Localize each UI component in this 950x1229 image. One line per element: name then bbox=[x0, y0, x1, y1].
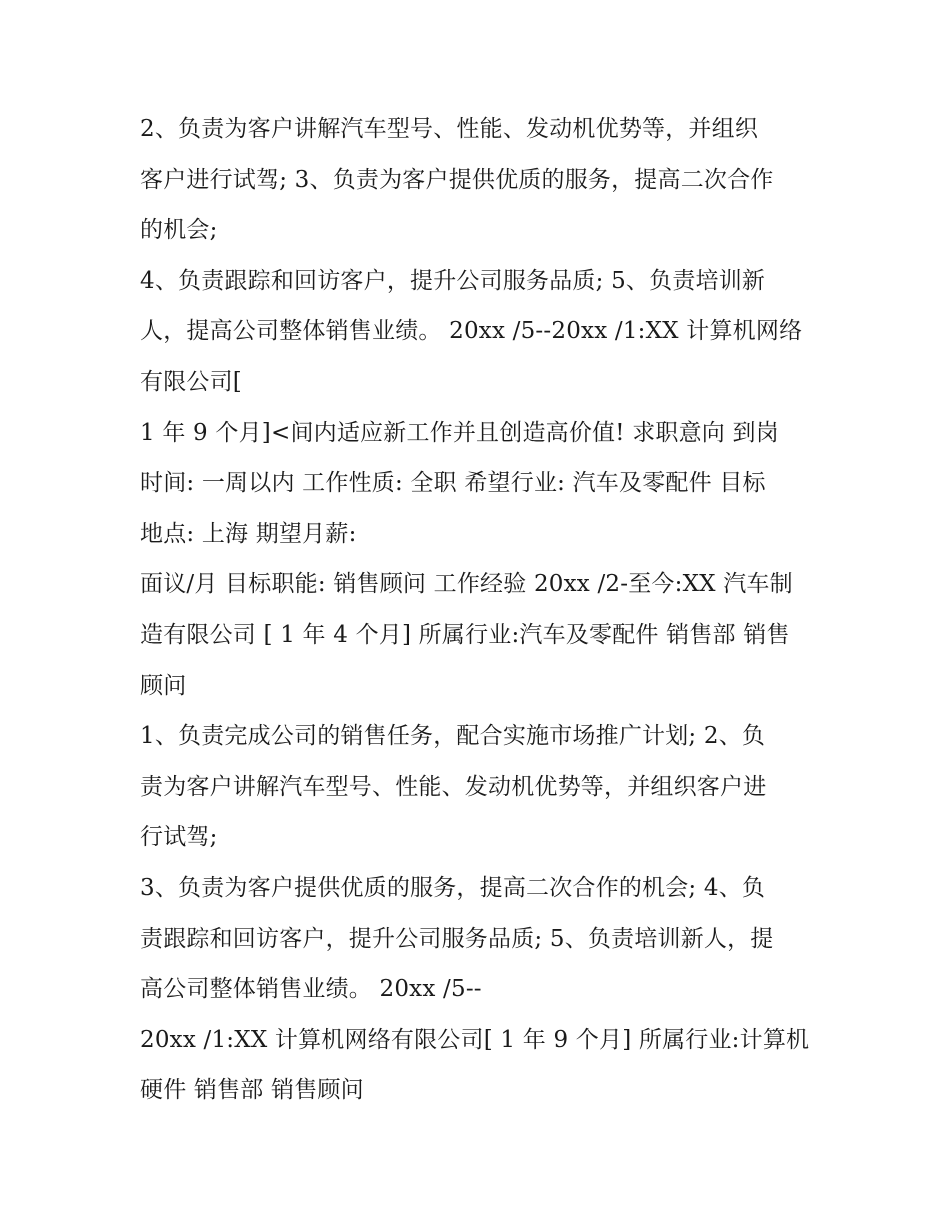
text-line: 人，提高公司整体销售业绩。 20xx /5--20xx /1:XX 计算机网络 bbox=[140, 318, 803, 345]
text-line: 顾问 bbox=[140, 672, 187, 699]
document-body bbox=[140, 104, 820, 1116]
text-line: 行试驾; bbox=[140, 824, 218, 851]
text-line: 时间: 一周以内 工作性质: 全职 希望行业: 汽车及零配件 目标 bbox=[140, 470, 766, 497]
text-line: 的机会; bbox=[140, 217, 218, 244]
text-line: 客户进行试驾; 3、负责为客户提供优质的服务，提高二次合作 bbox=[140, 166, 774, 193]
text-line: 1、负责完成公司的销售任务，配合实施市场推广计划; 2、负 bbox=[140, 723, 766, 750]
text-line: 造有限公司 [ 1 年 4 个月] 所属行业:汽车及零配件 销售部 销售 bbox=[140, 621, 790, 648]
text-line: 硬件 销售部 销售顾问 bbox=[140, 1077, 364, 1104]
text-line: 责跟踪和回访客户，提升公司服务品质; 5、负责培训新人，提 bbox=[140, 925, 774, 952]
text-line: 20xx /1:XX 计算机网络有限公司[ 1 年 9 个月] 所属行业:计算机 bbox=[140, 1026, 810, 1053]
text-line: 4、负责跟踪和回访客户，提升公司服务品质; 5、负责培训新 bbox=[140, 267, 766, 294]
text-line: 地点: 上海 期望月薪: bbox=[140, 520, 357, 547]
text-line: 3、负责为客户提供优质的服务，提高二次合作的机会; 4、负 bbox=[140, 874, 766, 901]
text-line: 1 年 9 个月]<间内适应新工作并且创造高价值! 求职意向 到岗 bbox=[140, 419, 779, 446]
text-line: 责为客户讲解汽车型号、性能、发动机优势等，并组织客户进 bbox=[140, 773, 767, 800]
text-line: 面议/月 目标职能: 销售顾问 工作经验 20xx /2-至今:XX 汽车制 bbox=[140, 571, 793, 598]
text-line: 高公司整体销售业绩。 20xx /5-- bbox=[140, 976, 482, 1003]
text-line: 有限公司[ bbox=[140, 368, 242, 395]
text-line: 2、负责为客户讲解汽车型号、性能、发动机优势等，并组织 bbox=[140, 116, 759, 142]
